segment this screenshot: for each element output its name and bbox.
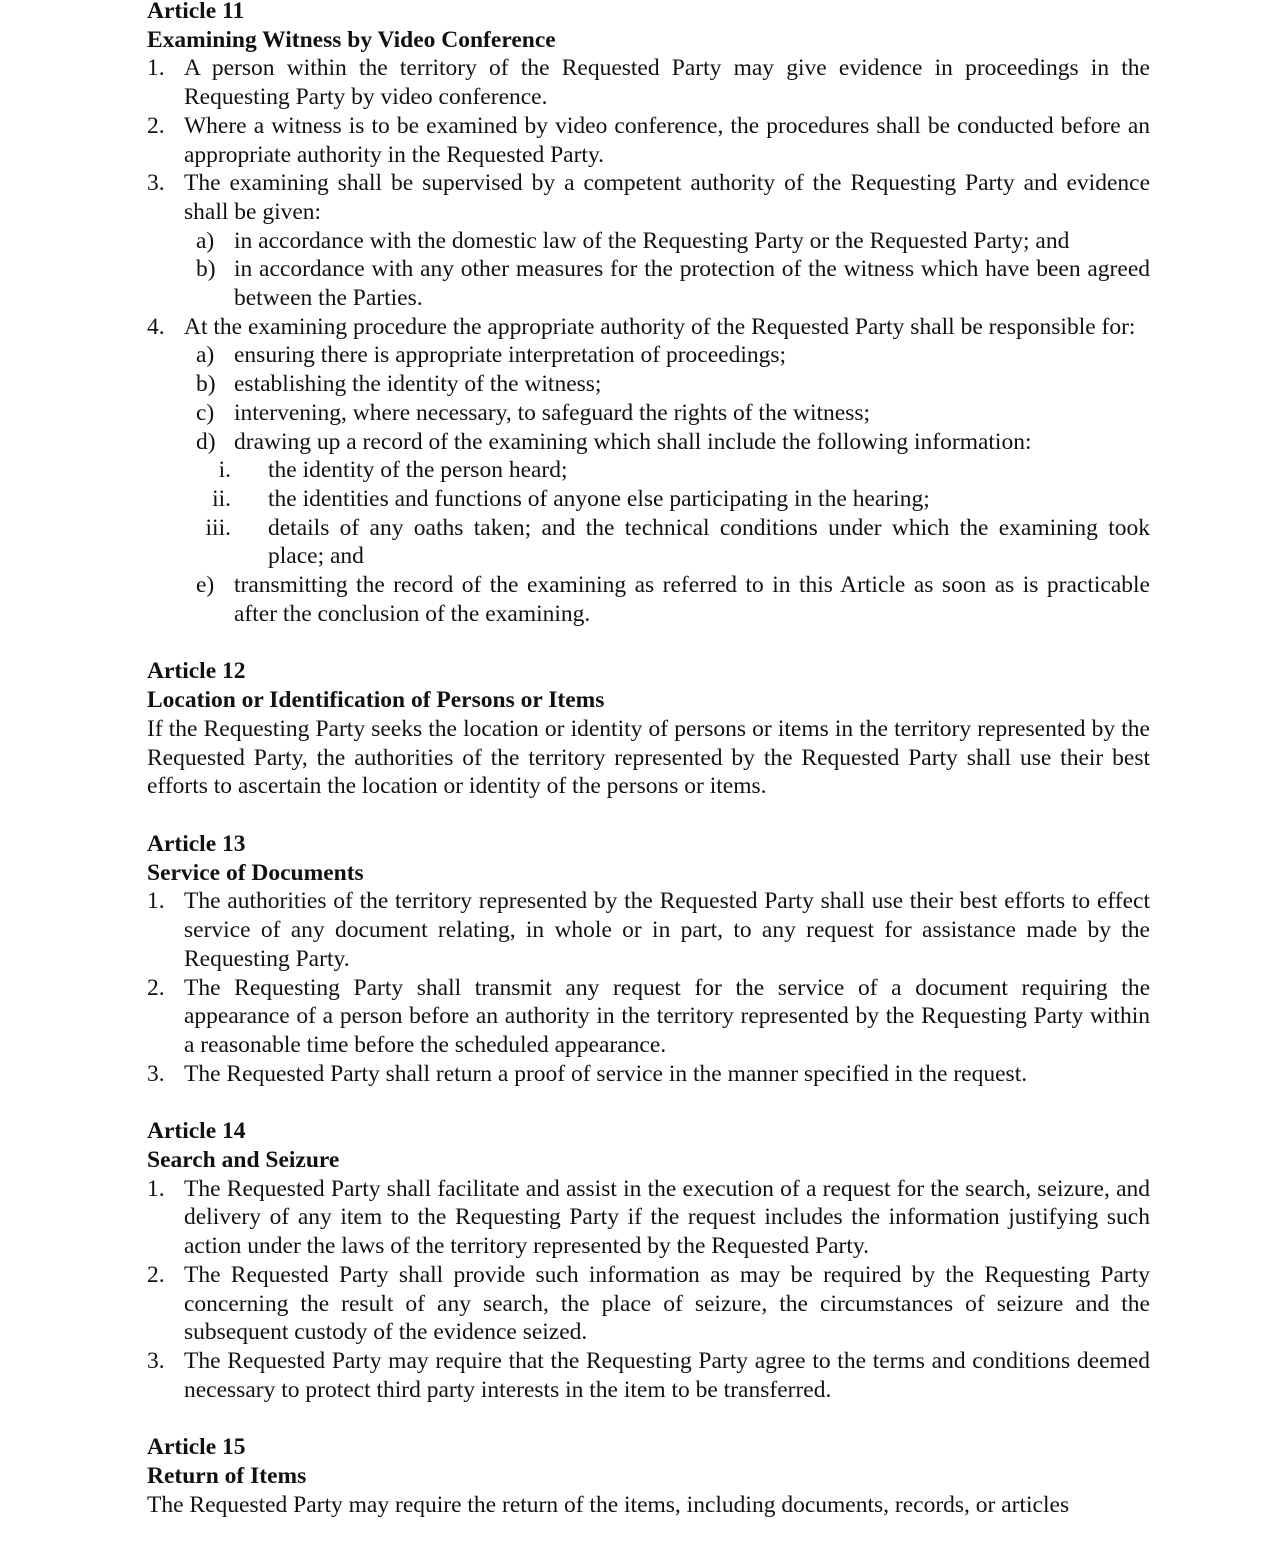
roman-item-text: the identity of the person heard; — [268, 457, 568, 484]
spacer — [147, 1404, 1150, 1433]
sub-list-item — [147, 399, 1150, 428]
roman-list-item — [147, 485, 1150, 514]
sub-list-item — [147, 571, 1150, 628]
sub-list-item — [147, 341, 1150, 370]
sub-item-letter: c) — [196, 399, 215, 426]
article-number: Article 14 — [147, 1118, 246, 1145]
sub-list-item — [147, 227, 1150, 256]
item-number: 1. — [147, 888, 165, 915]
list-item — [147, 1175, 1150, 1261]
item-text: Where a witness is to be examined by video conference, the procedures shall be conducted before an appropriate authority in the Requested Party. — [184, 112, 1150, 168]
article-11 — [147, 0, 1150, 628]
item-text: The Requested Party shall provide such information as may be required by the Requesting Party concerning the result of any search, the place of seizure, the circumstances of seizure and the subsequent custody of the evidence seized. — [184, 1261, 1150, 1346]
sub-list-item — [147, 370, 1150, 399]
spacer — [147, 628, 1150, 657]
roman-item-text: details of any oaths taken; and the technical conditions under which the examining took place; and — [268, 514, 1150, 570]
item-text: The Requesting Party shall transmit any request for the service of a document requiring the appearance of a person before an authority in the territory represented by the Requesting Party within a reasonable time before the scheduled appearance. — [184, 974, 1150, 1058]
sub-list-item — [147, 428, 1150, 457]
item-text: The examining shall be supervised by a competent authority of the Requesting Party and evidence shall be given: — [184, 170, 1150, 225]
sub-item-letter: d) — [196, 428, 216, 455]
spacer — [147, 1088, 1150, 1117]
item-number: 1. — [147, 1175, 165, 1202]
sub-item-text: transmitting the record of the examining as referred to in this Article as soon as is practicable after the conclusion of the examining. — [234, 572, 1150, 627]
article-title: Service of Documents — [147, 859, 364, 886]
item-text: The Requested Party may require that the Requesting Party agree to the terms and conditions deemed necessary to protect third party interests in the item to be transferred. — [184, 1347, 1150, 1403]
item-number: 2. — [147, 112, 165, 139]
list-item — [147, 313, 1150, 342]
article-13 — [147, 830, 1150, 1088]
sub-item-text: establishing the identity of the witness; — [234, 371, 602, 398]
sub-item-letter: a) — [196, 342, 215, 369]
item-text: The authorities of the territory represented by the Requested Party shall use their best efforts to effect service of any document relating, in whole or in part, to any request for assistance made by the Requesting Party. — [184, 888, 1150, 972]
sub-item-letter: a) — [196, 227, 215, 254]
article-15 — [147, 1433, 1150, 1519]
list-item — [147, 1347, 1150, 1404]
sub-item-text: intervening, where necessary, to safeguard the rights of the witness; — [234, 399, 871, 426]
item-number: 3. — [147, 170, 165, 197]
roman-list-item — [147, 514, 1150, 571]
roman-list-item — [147, 456, 1150, 485]
article-number: Article 15 — [147, 1434, 246, 1461]
article-title: Search and Seizure — [147, 1147, 340, 1174]
article-12 — [147, 657, 1150, 801]
list-item — [147, 54, 1150, 111]
article-number: Article 13 — [147, 830, 246, 857]
article-body: If the Requesting Party seeks the location or identity of persons or items in the territory represented by the Requested Party, the authorities of the territory represented by the Requested Party shall use their best efforts to ascertain the location or identity of the persons or items. — [147, 715, 1150, 800]
roman-numeral: iii. — [205, 514, 231, 541]
item-number: 1. — [147, 55, 165, 82]
item-number: 2. — [147, 974, 165, 1001]
sub-item-text: ensuring there is appropriate interpretation of proceedings; — [234, 342, 787, 369]
article-14 — [147, 1117, 1150, 1404]
sub-list-item — [147, 255, 1150, 312]
item-text: The Requested Party shall return a proof of service in the manner specified in the request. — [184, 1060, 1028, 1087]
article-number: Article 12 — [147, 658, 246, 685]
document-page — [147, 0, 1150, 1519]
article-title: Return of Items — [147, 1463, 307, 1490]
sub-item-text: drawing up a record of the examining which shall include the following information: — [234, 428, 1032, 455]
item-text: A person within the territory of the Requested Party may give evidence in proceedings in the Requesting Party by video conference. — [184, 55, 1150, 111]
list-item — [147, 169, 1150, 226]
list-item — [147, 112, 1150, 169]
item-number: 4. — [147, 313, 165, 340]
article-body: The Requested Party may require the return of the items, including documents, records, or articles — [147, 1491, 1070, 1518]
article-number: Article 11 — [147, 0, 245, 24]
list-item — [147, 1060, 1150, 1089]
item-number: 3. — [147, 1347, 165, 1374]
article-title: Location or Identification of Persons or Items — [147, 687, 605, 714]
item-text: At the examining procedure the appropriate authority of the Requested Party shall be responsible for: — [184, 313, 1136, 340]
roman-item-text: the identities and functions of anyone else participating in the hearing; — [268, 485, 930, 512]
list-item — [147, 1261, 1150, 1347]
article-title: Examining Witness by Video Conference — [147, 26, 556, 53]
item-text: The Requested Party shall facilitate and assist in the execution of a request for the search, seizure, and delivery of any item to the Requesting Party if the request includes the information justifying such action under the laws of the territory represented by the Requested Party. — [184, 1175, 1150, 1260]
sub-item-letter: e) — [196, 572, 215, 599]
item-number: 3. — [147, 1060, 165, 1087]
roman-numeral: i. — [218, 457, 231, 484]
sub-item-text: in accordance with any other measures for the protection of the witness which have been agreed between the Parties. — [234, 256, 1150, 312]
sub-item-text: in accordance with the domestic law of the Requesting Party or the Requested Party; and — [234, 227, 1070, 254]
sub-item-letter: b) — [196, 256, 216, 283]
item-number: 2. — [147, 1261, 165, 1288]
list-item — [147, 974, 1150, 1060]
list-item — [147, 887, 1150, 973]
spacer — [147, 801, 1150, 830]
sub-item-letter: b) — [196, 371, 216, 398]
roman-numeral: ii. — [212, 485, 231, 512]
